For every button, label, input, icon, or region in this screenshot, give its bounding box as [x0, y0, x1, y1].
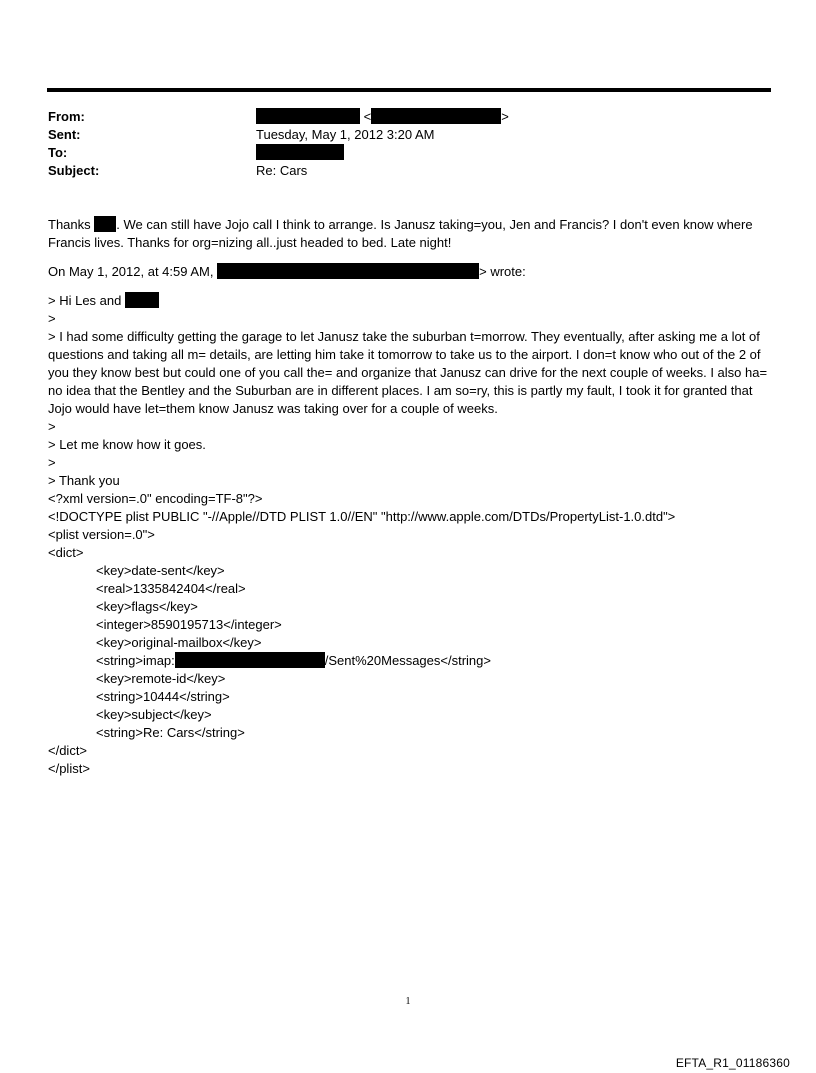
quoted-line	[48, 292, 772, 310]
redaction-box	[94, 216, 116, 232]
xml-line: <plist version=.0">	[48, 527, 155, 542]
reply-paragraph	[48, 216, 772, 252]
to-label: To:	[48, 145, 68, 160]
quoted-line: > Thank you	[48, 473, 120, 488]
xml-imap-start: <string>imap:	[96, 653, 175, 668]
subject-label: Subject:	[48, 163, 100, 178]
quote-intro-wrote: > wrote:	[479, 264, 526, 279]
xml-line: <key>date-sent</key>	[96, 563, 225, 578]
from-label: From:	[48, 109, 85, 124]
redaction-box	[256, 144, 344, 160]
quoted-greeting: > Hi Les and	[48, 293, 125, 308]
xml-line: <key>flags</key>	[96, 599, 198, 614]
xml-line	[48, 652, 772, 670]
redaction-box	[217, 263, 479, 279]
quoted-line: >	[48, 419, 56, 434]
header-rule	[47, 88, 771, 92]
redaction-box	[256, 108, 360, 124]
subject-value: Re: Cars	[256, 163, 308, 178]
page-number: 1	[405, 996, 411, 1007]
to-value	[256, 144, 344, 162]
quote-intro	[48, 263, 772, 281]
quoted-paragraph: > I had some difficulty getting the garage to let Janusz take the suburban t=morrow. They eventually, after asking me a lot of questions and taking all m= details, are letting him take it tomorrow to take us to the airport. I don=t know who out of the 2 of you they know best but could one of you call the= and organize that Janusz can drive for the next couple of weeks. I also ha= no idea that the Bentley and the Suburban are in different places. I am so=ry, this is partly my fault, I took it for granted that Jojo would have let=them know Janusz was taking over for a couple of weeks.	[48, 329, 768, 416]
quote-intro-text: On May 1, 2012, at 4:59 AM,	[48, 264, 218, 279]
sent-label: Sent:	[48, 127, 81, 142]
xml-line: <key>original-mailbox</key>	[96, 635, 262, 650]
quoted-line: >	[48, 311, 56, 326]
from-value	[256, 108, 509, 126]
xml-line: <string>Re: Cars</string>	[96, 725, 245, 740]
xml-line: <dict>	[48, 545, 84, 560]
sent-value: Tuesday, May 1, 2012 3:20 AM	[256, 127, 435, 142]
bates-number: EFTA_R1_01186360	[675, 1056, 790, 1070]
xml-line: <key>subject</key>	[96, 707, 212, 722]
xml-line: </dict>	[48, 743, 88, 758]
lt-sign: <	[363, 109, 372, 124]
email-body	[48, 216, 772, 778]
xml-line: <?xml version=.0" encoding=TF-8"?>	[48, 491, 263, 506]
xml-line: <!DOCTYPE plist PUBLIC "-//Apple//DTD PLIST 1.0//EN" "http://www.apple.com/DTDs/PropertyList-1.0.dtd">	[48, 509, 676, 524]
quoted-line: > Let me know how it goes.	[48, 437, 206, 452]
reply-text-start: Thanks	[48, 217, 95, 232]
reply-text-rest: . We can still have Jojo call I think to arrange. Is Janusz taking=you, Jen and Francis? I don't even know where Francis lives. Thanks for org=nizing all..just headed to bed. Late night!	[48, 217, 753, 250]
redaction-box	[175, 652, 325, 668]
redaction-box	[125, 292, 159, 308]
xml-imap-end: /Sent%20Messages</string>	[324, 653, 491, 668]
gt-sign: >	[501, 109, 509, 124]
xml-line: <real>1335842404</real>	[96, 581, 246, 596]
xml-line: <key>remote-id</key>	[96, 671, 226, 686]
xml-line: <string>10444</string>	[96, 689, 230, 704]
xml-line: </plist>	[48, 761, 90, 776]
redaction-box	[371, 108, 501, 124]
quoted-line: >	[48, 455, 56, 470]
xml-line: <integer>8590195713</integer>	[96, 617, 282, 632]
